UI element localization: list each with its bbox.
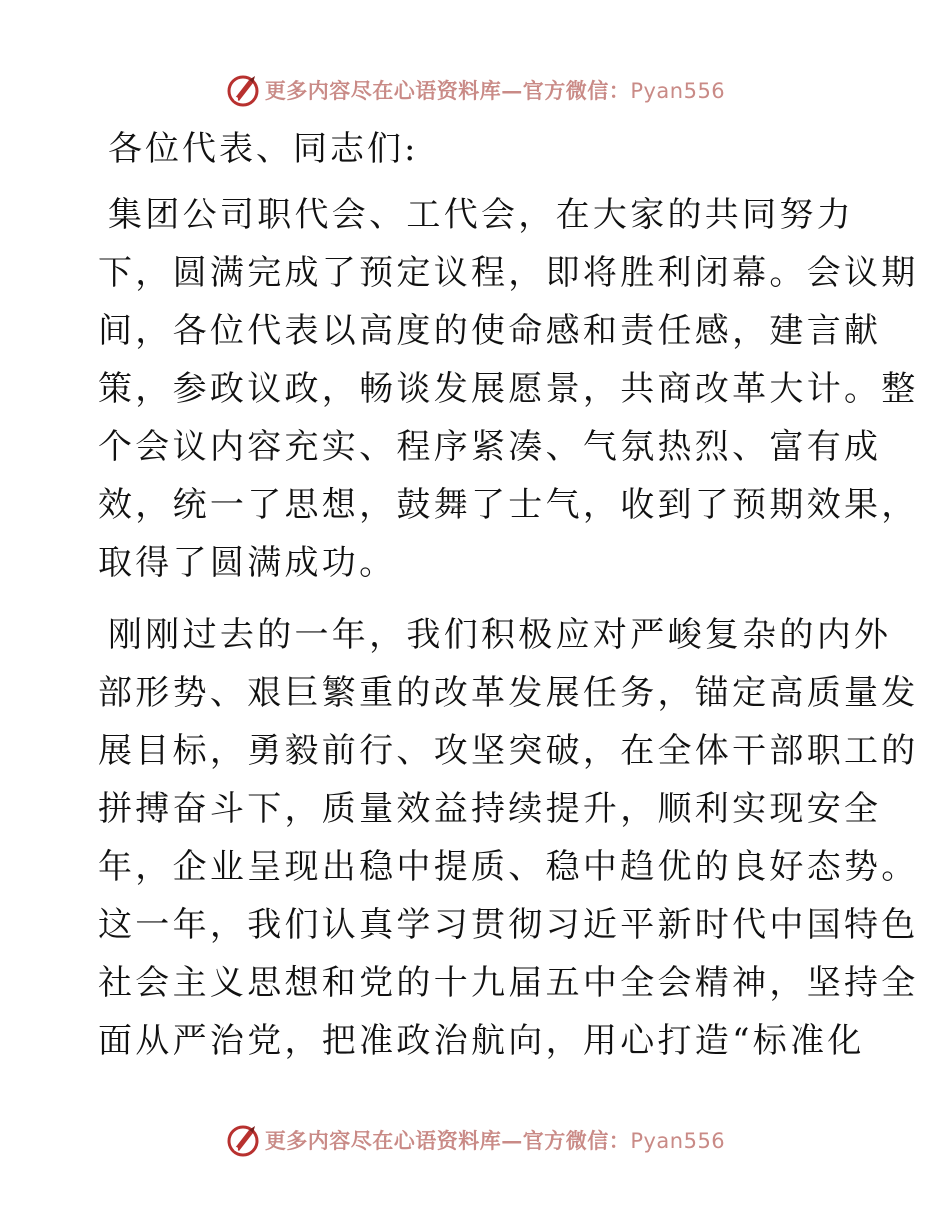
paragraph-line: 集团公司职代会、工代会，在大家的共同努力 [108, 195, 854, 235]
paragraph-line: 个会议内容充实、程序紧凑、气氛热烈、富有成 [98, 427, 882, 467]
paragraph-line: 这一年，我们认真学习贯彻习近平新时代中国特色 [98, 905, 919, 945]
watermark-id: Pyan556 [630, 1129, 726, 1153]
paragraph-line: 间，各位代表以高度的使命感和责任感，建言献 [98, 311, 882, 351]
paragraph-line: 部形势、艰巨繁重的改革发展任务，锚定高质量发 [98, 673, 919, 713]
logo-icon [225, 72, 261, 108]
paragraph-2 [98, 606, 919, 1070]
watermark-text [265, 75, 725, 105]
watermark-id: Pyan556 [630, 79, 726, 103]
paragraph-line: 展目标，勇毅前行、攻坚突破，在全体干部职工的 [98, 731, 919, 771]
paragraph-line: 刚刚过去的一年，我们积极应对严峻复杂的内外 [108, 615, 892, 655]
watermark-text [265, 1125, 725, 1155]
document-body [98, 120, 919, 1084]
logo-icon [225, 1122, 261, 1158]
paragraph-1 [98, 186, 919, 592]
paragraph-line: 社会主义思想和党的十九届五中全会精神，坚持全 [98, 963, 919, 1003]
paragraph-line: 拼搏奋斗下，质量效益持续提升，顺利实现安全 [98, 789, 882, 829]
footer-watermark [0, 1120, 950, 1160]
paragraph-line: 面从严治党，把准政治航向，用心打造“标准化 [98, 1021, 865, 1061]
paragraph-line: 效，统一了思想，鼓舞了士气，收到了预期效果， [98, 485, 919, 525]
paragraph-line: 策，参政议政，畅谈发展愿景，共商改革大计。整 [98, 369, 919, 409]
paragraph-line: 下，圆满完成了预定议程，即将胜利闭幕。会议期 [98, 253, 919, 293]
header-watermark [0, 70, 950, 110]
salutation: 各位代表、同志们: [108, 129, 419, 169]
paragraph-line: 年，企业呈现出稳中提质、稳中趋优的良好态势。 [98, 847, 919, 887]
watermark-cn: 更多内容尽在心语资料库—官方微信： [264, 78, 631, 103]
watermark-cn: 更多内容尽在心语资料库—官方微信： [264, 1128, 631, 1153]
paragraph-line: 取得了圆满成功。 [98, 543, 397, 583]
